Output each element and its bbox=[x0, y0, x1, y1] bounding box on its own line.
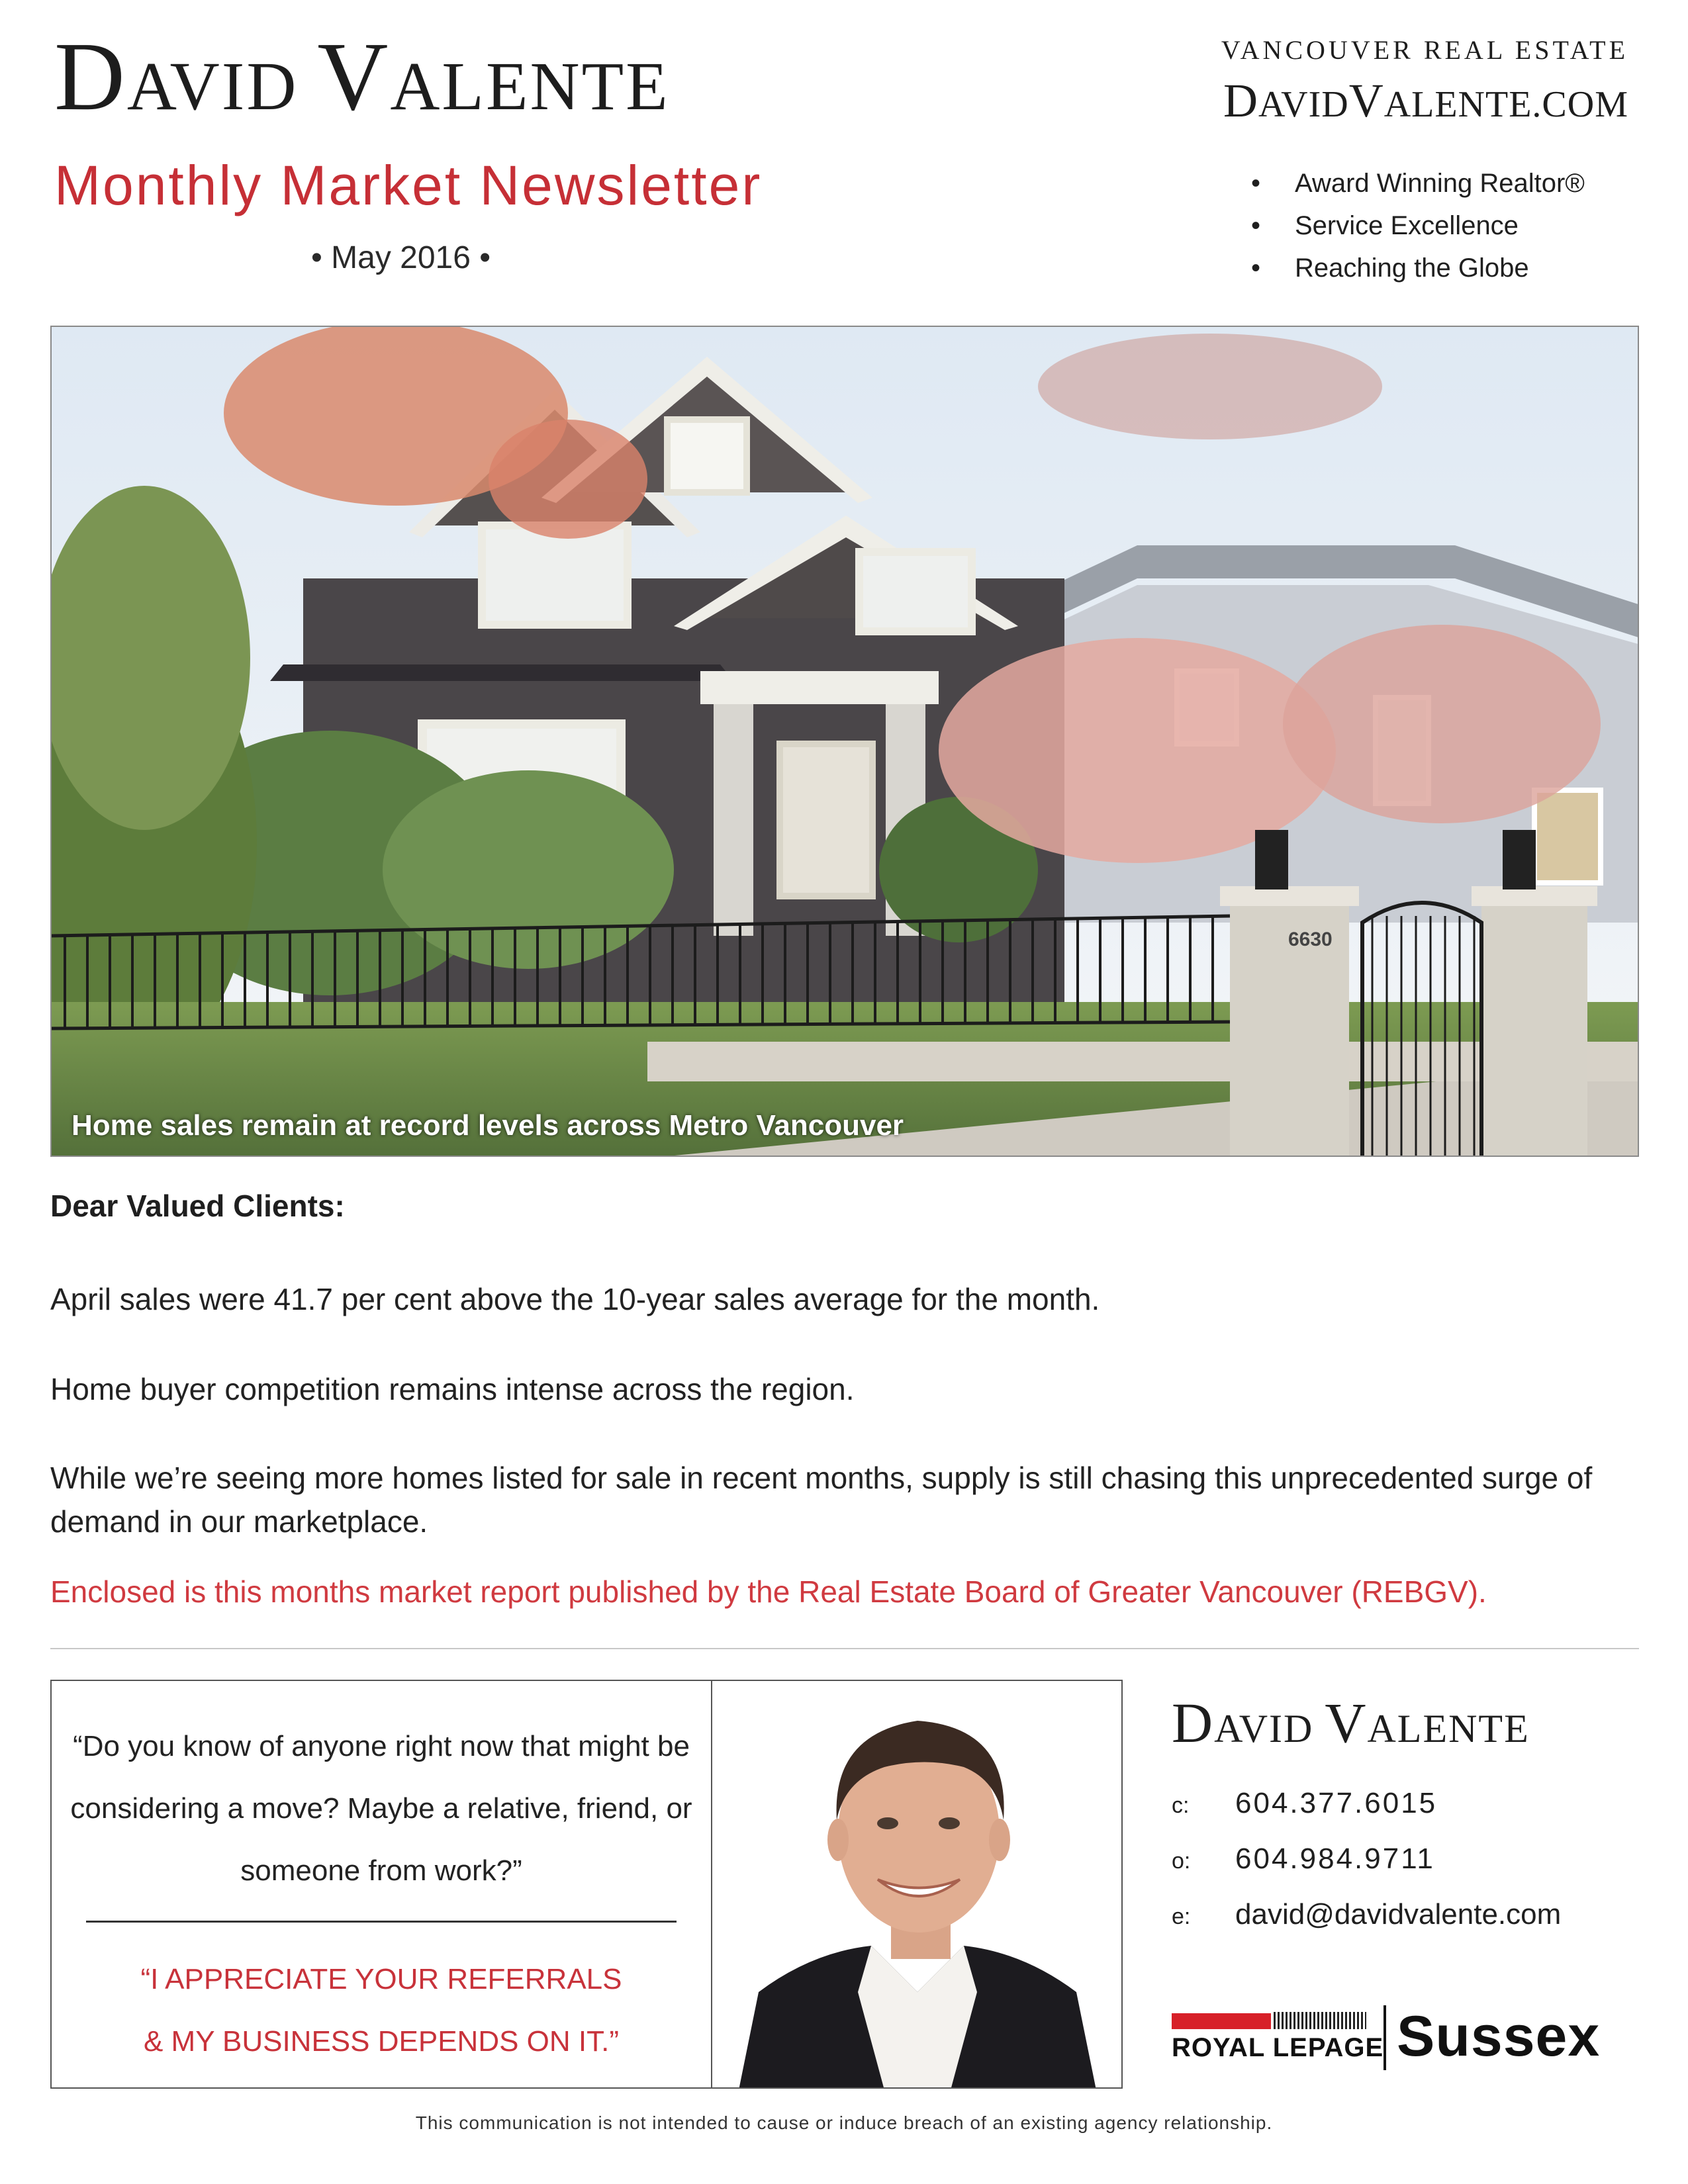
perk-label: Award Winning Realtor® bbox=[1295, 169, 1585, 198]
brand-last-rest: ALENTE bbox=[390, 48, 670, 124]
perk-item bbox=[1251, 247, 1585, 289]
name-part: ALENTE bbox=[1367, 1707, 1530, 1751]
bullet-icon: • bbox=[1251, 253, 1261, 283]
logo-red-bar bbox=[1172, 2013, 1271, 2029]
hero-photo bbox=[50, 326, 1639, 1157]
contact-cell[interactable] bbox=[1172, 1787, 1437, 1820]
agent-portrait bbox=[712, 1680, 1123, 2089]
salutation: Dear Valued Clients: bbox=[50, 1189, 345, 1223]
referral-quote: “Do you know of anyone right now that might be considering a move? Maybe a relative, friend, or someone from work?” bbox=[70, 1730, 692, 1887]
office-label: o: bbox=[1172, 1848, 1191, 1874]
hero-caption: Home sales remain at record levels across Metro Vancouver bbox=[71, 1109, 904, 1142]
brand-last-initial: V bbox=[317, 23, 391, 131]
email-label: e: bbox=[1172, 1904, 1191, 1929]
paragraph-sales: April sales were 41.7 per cent above the 10-year sales average for the month. bbox=[50, 1282, 1100, 1316]
logo-barcode bbox=[1274, 2012, 1366, 2029]
site-domain-link[interactable] bbox=[1221, 74, 1628, 127]
paragraph-supply: While we’re seeing more homes listed for sale in recent months, supply is still chasing this unprecedented surge of demand in our marketplace. bbox=[50, 1461, 1593, 1539]
referral-cta-line: & MY BUSINESS DEPENDS ON IT.” bbox=[143, 2025, 619, 2058]
house-illustration bbox=[52, 327, 1639, 1157]
brand-initial: D bbox=[54, 23, 127, 131]
perk-label: Service Excellence bbox=[1295, 211, 1519, 240]
domain-part: D bbox=[1223, 74, 1258, 127]
brokerage-office: Sussex bbox=[1397, 2005, 1601, 2068]
referral-quote-box bbox=[50, 1680, 712, 2089]
site-tag bbox=[1221, 35, 1628, 127]
brand-name bbox=[54, 23, 670, 131]
newsletter-title: Monthly Market Newsletter bbox=[54, 154, 763, 216]
domain-part: V bbox=[1348, 74, 1384, 127]
house-number: 6630 bbox=[1288, 929, 1333, 950]
site-tagline: VANCOUVER REAL ESTATE bbox=[1221, 35, 1628, 65]
perk-item bbox=[1251, 205, 1585, 247]
agent-portrait-illustration bbox=[712, 1681, 1121, 2089]
brand-first-rest: AVID bbox=[126, 48, 318, 124]
contact-email[interactable] bbox=[1172, 1898, 1561, 1931]
royal-lepage-logo bbox=[1172, 2005, 1384, 2070]
bullet-icon: • bbox=[1251, 169, 1261, 198]
name-part: AVID bbox=[1214, 1707, 1325, 1751]
referral-cta-line: “I APPRECIATE YOUR REFERRALS bbox=[140, 1963, 622, 1995]
enclosed-note: Enclosed is this months market report published by the Real Estate Board of Greater Vancouver (REBGV). bbox=[50, 1574, 1487, 1609]
brokerage-name: ROYAL LEPAGE bbox=[1172, 2033, 1384, 2062]
cell-number[interactable]: 604.377.6015 bbox=[1235, 1787, 1438, 1819]
disclaimer: This communication is not intended to cause or induce breach of an existing agency relationship. bbox=[415, 2113, 1273, 2133]
email-link[interactable]: david@davidvalente.com bbox=[1235, 1898, 1562, 1931]
perk-item bbox=[1251, 162, 1585, 205]
cell-label: c: bbox=[1172, 1793, 1190, 1818]
quote-divider bbox=[86, 1921, 677, 1923]
contact-name bbox=[1172, 1691, 1530, 1754]
name-part: D bbox=[1172, 1691, 1215, 1754]
contact-office[interactable] bbox=[1172, 1843, 1435, 1876]
brokerage-logo bbox=[1172, 2005, 1601, 2070]
office-number[interactable]: 604.984.9711 bbox=[1235, 1843, 1435, 1875]
logo-divider bbox=[1383, 2005, 1386, 2070]
paragraph-competition: Home buyer competition remains intense across the region. bbox=[50, 1372, 855, 1406]
domain-part: AVID bbox=[1258, 84, 1349, 125]
bullet-icon: • bbox=[1251, 211, 1261, 240]
issue-date: • May 2016 • bbox=[311, 240, 491, 275]
name-part: V bbox=[1325, 1691, 1368, 1754]
referral-cta bbox=[52, 1948, 711, 2073]
perks-list bbox=[1251, 162, 1585, 289]
perk-label: Reaching the Globe bbox=[1295, 253, 1529, 283]
domain-part: ALENTE.COM bbox=[1383, 84, 1628, 125]
section-divider bbox=[50, 1648, 1639, 1649]
